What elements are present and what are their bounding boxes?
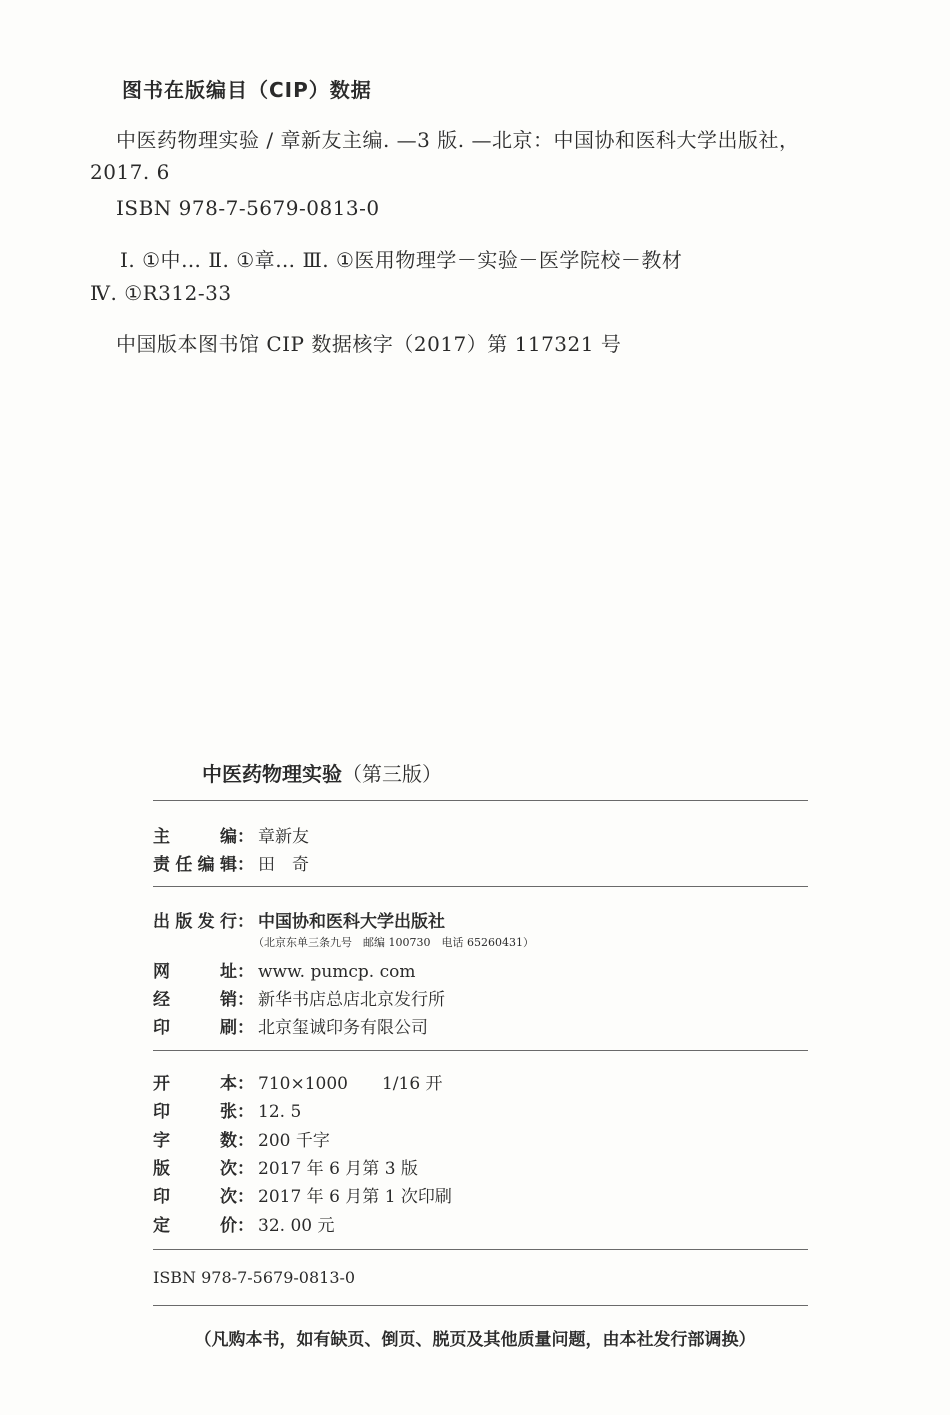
spec-label: 定价 [153,1216,237,1236]
publisher-address: （北京东单三条九号 邮编 100730 电话 65260431） [253,936,534,949]
spec-row-price [153,1211,334,1236]
cip-date-line: 2017. 6 [90,160,170,184]
cip-classification: Ⅰ. ①中… Ⅱ. ①章… Ⅲ. ①医用物理学－实验－医学院校－教材 [120,248,683,272]
spec-label: 印次 [153,1187,237,1207]
credit-label: 主编 [153,827,237,847]
colon: ： [237,912,254,932]
credit-value: 章新友 [258,827,309,847]
colon: ： [237,1216,254,1236]
spec-row-printing [153,1182,452,1207]
credit-row-responsible-editor [153,850,309,875]
spec-label: 字数 [153,1131,237,1151]
spec-value: 2017 年 6 月第 1 次印刷 [258,1187,452,1207]
colon: ： [237,1018,254,1038]
colon: ： [237,990,254,1010]
divider [153,1249,808,1250]
spec-value: 710×1000 1/16 开 [258,1074,443,1094]
spec-row-word-count [153,1126,330,1151]
row-value: 新华书店总店北京发行所 [258,990,445,1010]
row-label: 网址 [153,962,237,982]
colon: ： [237,827,254,847]
book-title-text: 中医药物理实验 [202,762,342,786]
row-label: 印刷 [153,1018,237,1038]
colon: ： [237,1102,254,1122]
footer-isbn-text: ISBN 978-7-5679-0813-0 [153,1268,356,1287]
publisher-row-distributor [153,985,445,1010]
colon: ： [237,962,254,982]
publisher-label: 出版发行 [153,912,237,932]
spec-row-format [153,1069,443,1094]
row-value: www. pumcp. com [258,962,416,982]
spec-value: 32. 00 元 [258,1216,335,1236]
spec-label: 印张 [153,1102,237,1122]
spec-label: 版次 [153,1159,237,1179]
cip-classification-code: Ⅳ. ①R312-33 [90,281,232,305]
cip-bibliographic-line: 中医药物理实验 / 章新友主编. —3 版. —北京：中国协和医科大学出版社， [116,128,800,152]
row-value: 北京玺诚印务有限公司 [258,1018,428,1038]
footer-isbn [153,1268,355,1287]
cip-heading: 图书在版编目（CIP）数据 [122,78,372,102]
divider [153,1050,808,1051]
colon: ： [237,1074,254,1094]
spec-row-sheets [153,1097,301,1122]
divider [153,800,808,801]
cip-isbn: ISBN 978-7-5679-0813-0 [116,196,380,220]
spec-row-edition [153,1154,418,1179]
credit-value: 田 奇 [258,855,309,875]
publisher-row [153,907,445,932]
quality-notice: （凡购本书，如有缺页、倒页、脱页及其他质量问题，由本社发行部调换） [194,1330,756,1350]
book-edition: （第三版） [342,762,442,786]
divider [153,1305,808,1306]
spec-value: 200 千字 [258,1131,330,1151]
row-label: 经销 [153,990,237,1010]
spec-label: 开本 [153,1074,237,1094]
publisher-name: 中国协和医科大学出版社 [258,912,445,932]
cip-record-number: 中国版本图书馆 CIP 数据核字（2017）第 117321 号 [116,332,622,356]
credit-label: 责任编辑 [153,855,237,875]
divider [153,886,808,887]
credit-row-chief-editor [153,822,309,847]
colon: ： [237,1131,254,1151]
colon: ： [237,1159,254,1179]
spec-value: 2017 年 6 月第 3 版 [258,1159,418,1179]
colon: ： [237,1187,254,1207]
publisher-row-website [153,957,415,982]
spec-value: 12. 5 [258,1102,302,1122]
publisher-row-printer [153,1013,428,1038]
colon: ： [237,855,254,875]
book-title [202,758,442,787]
